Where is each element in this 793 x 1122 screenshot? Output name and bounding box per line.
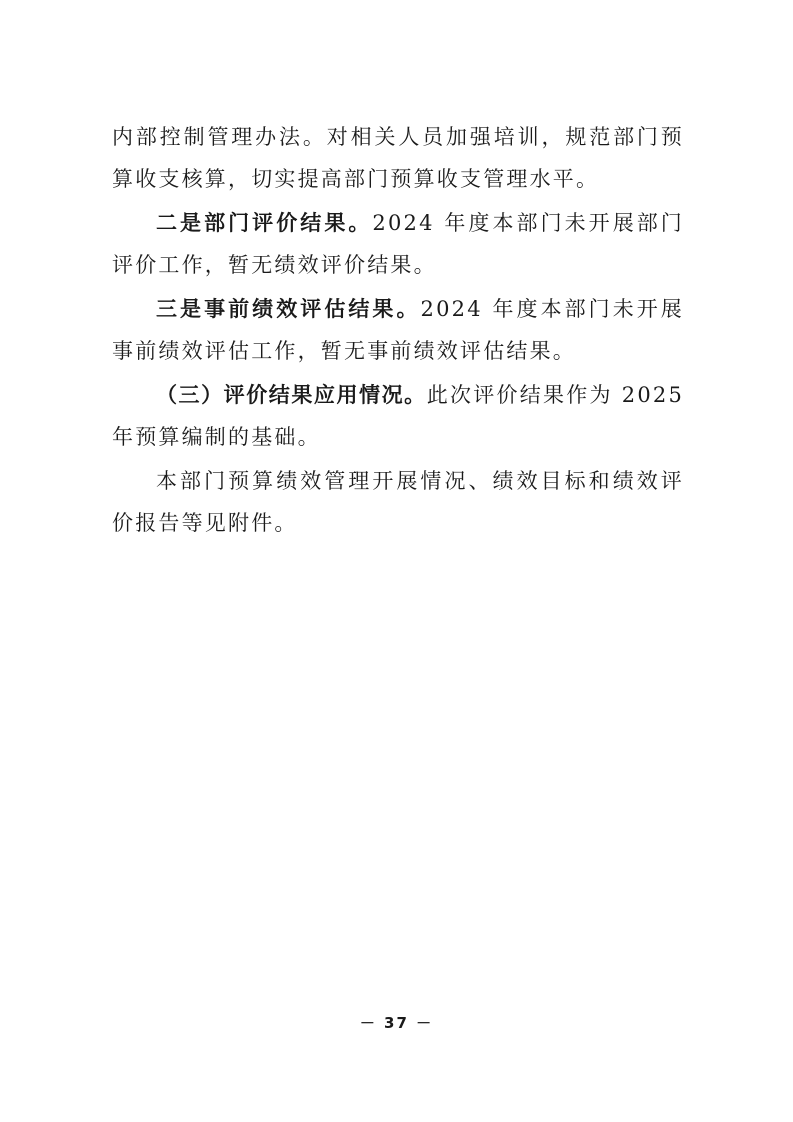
- document-body: [112, 116, 684, 546]
- page-number: － 37 －: [359, 1014, 434, 1032]
- paragraph-prior-assessment: [112, 288, 684, 372]
- paragraph-text: 此次评价结果作为 2025 年预算编制的基础。: [112, 383, 685, 449]
- paragraph-text: 本部门预算绩效管理开展情况、绩效目标和绩效评价报告等见附件。: [112, 469, 684, 535]
- paragraph-text: 2024 年度本部门未开展事前绩效评估工作，暂无事前绩效评估结果。: [112, 297, 685, 363]
- paragraph-attachment-note: [112, 460, 684, 544]
- paragraph-heading: 二是部门评价结果。: [156, 210, 373, 235]
- paragraph-text: 2024 年度本部门未开展部门评价工作，暂无绩效评价结果。: [112, 211, 684, 277]
- paragraph-text: 内部控制管理办法。对相关人员加强培训，规范部门预算收支核算，切实提高部门预算收支管理水平。: [112, 125, 684, 191]
- section-heading: （三）评价结果应用情况。: [156, 382, 427, 407]
- paragraph-result-application: [112, 374, 684, 458]
- paragraph-continuation: [112, 116, 684, 200]
- paragraph-heading: 三是事前绩效评估结果。: [156, 296, 421, 321]
- paragraph-department-evaluation: [112, 202, 684, 286]
